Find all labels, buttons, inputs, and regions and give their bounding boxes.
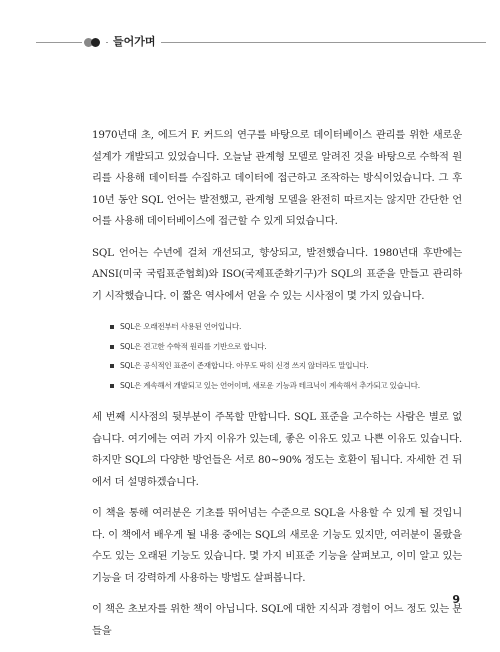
body-text: [92, 125, 462, 652]
page-number: 9: [452, 593, 460, 606]
paragraph-4: 이 책을 통해 여러분은 기초를 뛰어넘는 수준으로 SQL을 사용할 수 있게 될 것입니다. 이 책에서 배우게 될 내용 중에는 SQL의 새로운 기능도 있지만, 여러분이 몰랐을 수도 있는 오래된 기능도 있습니다. 몇 가지 비표준 기능을 살펴보고, 이미 알고 있는 기능을 더 강력하게 사용하는 방법도 살펴봅니다.: [92, 507, 462, 584]
running-header: [0, 33, 500, 53]
bullet-item: [110, 317, 462, 337]
paragraph-1: 1970년대 초, 에드거 F. 커드의 연구를 바탕으로 데이터베이스 관리를 위한 새로운 설계가 개발되고 있었습니다. 오늘날 관계형 모델로 알려진 것을 바탕으로 수학적 원리를 사용해 데이터를 수집하고 데이터에 접근하고 조작하는 방식이었습니다. 그 후 10년 동안 SQL 언어는 발전했고, 관계형 모델을 완전히 따르지는 않지만 간단한 언어를 사용해 데이터베이스에 접근할 수 있게 되었습니다.: [92, 129, 462, 227]
bullet-text: SQL은 오래전부터 사용된 언어입니다.: [120, 322, 242, 331]
square-bullet-icon: [110, 364, 114, 368]
header-dots-icon: [82, 37, 106, 49]
paragraph-5: 이 책은 초보자를 위한 책이 아닙니다. SQL에 대한 지식과 경험이 어느 정도 있는 분들을: [92, 603, 462, 637]
bullet-text: SQL은 견고한 수학적 원리를 기반으로 합니다.: [120, 341, 267, 351]
paragraph-3: 세 번째 시사점의 뒷부분이 주목할 만합니다. SQL 표준을 고수하는 사람은 별로 없습니다. 여기에는 여러 가지 이유가 있는데, 좋은 이유도 있고 나쁜 이유도 있습니다. 하지만 SQL의 다양한 방언들은 서로 80~90% 정도는 호환이 됩니다. 자세한 건 뒤에서 더 설명하겠습니다.: [92, 411, 462, 488]
bullet-item: [110, 376, 462, 396]
square-bullet-icon: [110, 325, 114, 329]
paragraph-2: SQL 언어는 수년에 걸쳐 개선되고, 향상되고, 발전했습니다. 1980년대 후반에는 ANSI(미국 국립표준협회)와 ISO(국제표준화기구)가 SQL의 표준을 만들고 관리하기 시작했습니다. 이 짧은 역사에서 얻을 수 있는 시사점이 몇 가지 있습니다.: [92, 246, 462, 302]
dark-dot-icon: [91, 38, 100, 47]
bullet-item: [110, 356, 462, 376]
bullet-item: [110, 337, 462, 357]
square-bullet-icon: [110, 345, 114, 349]
square-bullet-icon: [110, 384, 114, 388]
bullet-text: SQL은 계속해서 개발되고 있는 언어이며, 새로운 기능과 테크닉이 계속해서 추가되고 있습니다.: [120, 380, 420, 390]
bullet-text: SQL은 공식적인 표준이 존재합니다. 아무도 딱히 신경 쓰지 않더라도 말입니다.: [120, 361, 369, 370]
section-title: 들어가며: [108, 34, 161, 50]
bullet-list: [92, 317, 462, 395]
